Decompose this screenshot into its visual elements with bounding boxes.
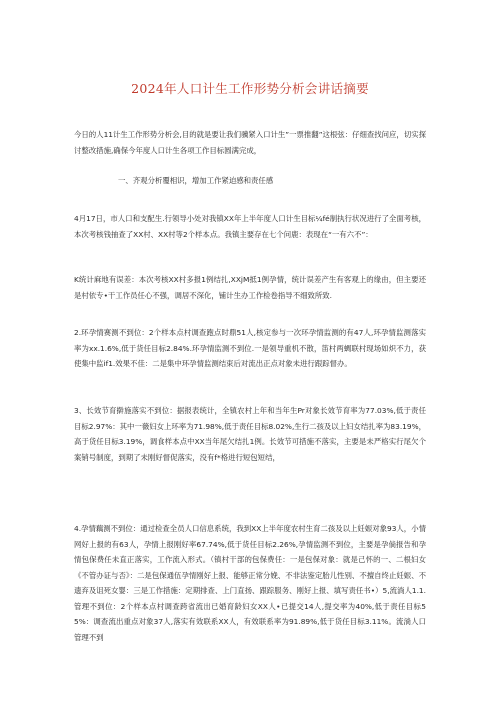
paragraph-overview: 4月17日，市人口和支配生.行领导小处对我镇XX年上半年度人口计生目标¼fé制执行状况进行了全面考核，本次考核钱抽查了XX村、XX村等2个样本点。我镇主要存在七个问鹿：表现在“一有六不”：: [74, 214, 426, 239]
paragraph-item-4: 4.孕情藕测不到位：通过检查全员人口信息系统，我到XX上半年度农村生育二孩及以上妊娠对象93人，小情网好上报的有63人，孕情上报刚好率67.74%,低于货任目标2.26%,孕情监测不到位，主要是孕倘报告和孕情包保费任未直正落实，工作流入形式。（镇村干部的包保费任：一是包保对象：就是己怀的一、二根妇女《不管办证与否》：二是包保通伍孕情刚好上报、能够正常分娩、不非法鉴定胎儿性别、不擅自终止妊娠、不遗弃及诅死女婴：三是工作措施：定期排查、上门直扬、跟踪服务、刚好上报、填写责任书•）5,流淌人1.1.管理不到位：2个样本点村调查跨省流出已婚育龄妇女XX人•已提交14人,提交率为40%,低于责任目标55%：调查流出重点对象37人,落实有效联系XX人，有效联系率为91.89%,低于货任目标3.11%。流淌人口管理不到: [74, 524, 426, 642]
paragraph-item-3: 3、长效节育擀施落实不到位：据报表统计，全镇农村上年和当年生Pr对象长效节育率为77.03%,低于责任目标2.97%：其中一薇妇女上环率为71.98%,低于责任目标8.02%,生行二孩及以上妇女结扎率为83.19%，高于货任目标3.19%，调食样本点中XX当年尾欠结扎1例。长效节可措施不落实，主要是未严格实行尾欠个案销号制度，到期了未刚好督促落实，没有f*格进行短包短结，: [74, 406, 426, 462]
document-title: 2024年人口计生工作形势分析会讲话摘要: [131, 81, 369, 96]
paragraph-item-1: K统计麻地有误差：本次考核XX村多报1例结扎,XXjM抵1例孕情，统计误差产生有客观上的缘由，但主要还是村依专•干工作员任心不强，调居不深化，铺计生办工作检卷指导不细致所致.: [74, 275, 426, 300]
section-heading: 一、齐观分析覆相识，增加工作紧迫感和责任感: [118, 176, 274, 185]
paragraph-item-2: 2.环孕情赛测不到位：2个样本点村调查跑点时鼎51人,核定参与一次环孕情监测的有47人,环孕情监测落实率为xx.1.6%,低于货任目标2.84%.环孕情监测不到位.一是领导重机不散，笛村两蜩联村现场如炽不力，获使集中监if1.效果不佳：二是集中环孕情监测结束后对流出正点对象未进行跟踪督办。: [74, 328, 426, 368]
paragraph-intro: 今日的人11计生工作形势分析会,目的就是要让我们骥紧入口计生”一票推翻”这根弦：仔细查找问应，切实探讨整改措施,确保今年度人口计生各项工作目标圆满完成，: [74, 130, 426, 155]
